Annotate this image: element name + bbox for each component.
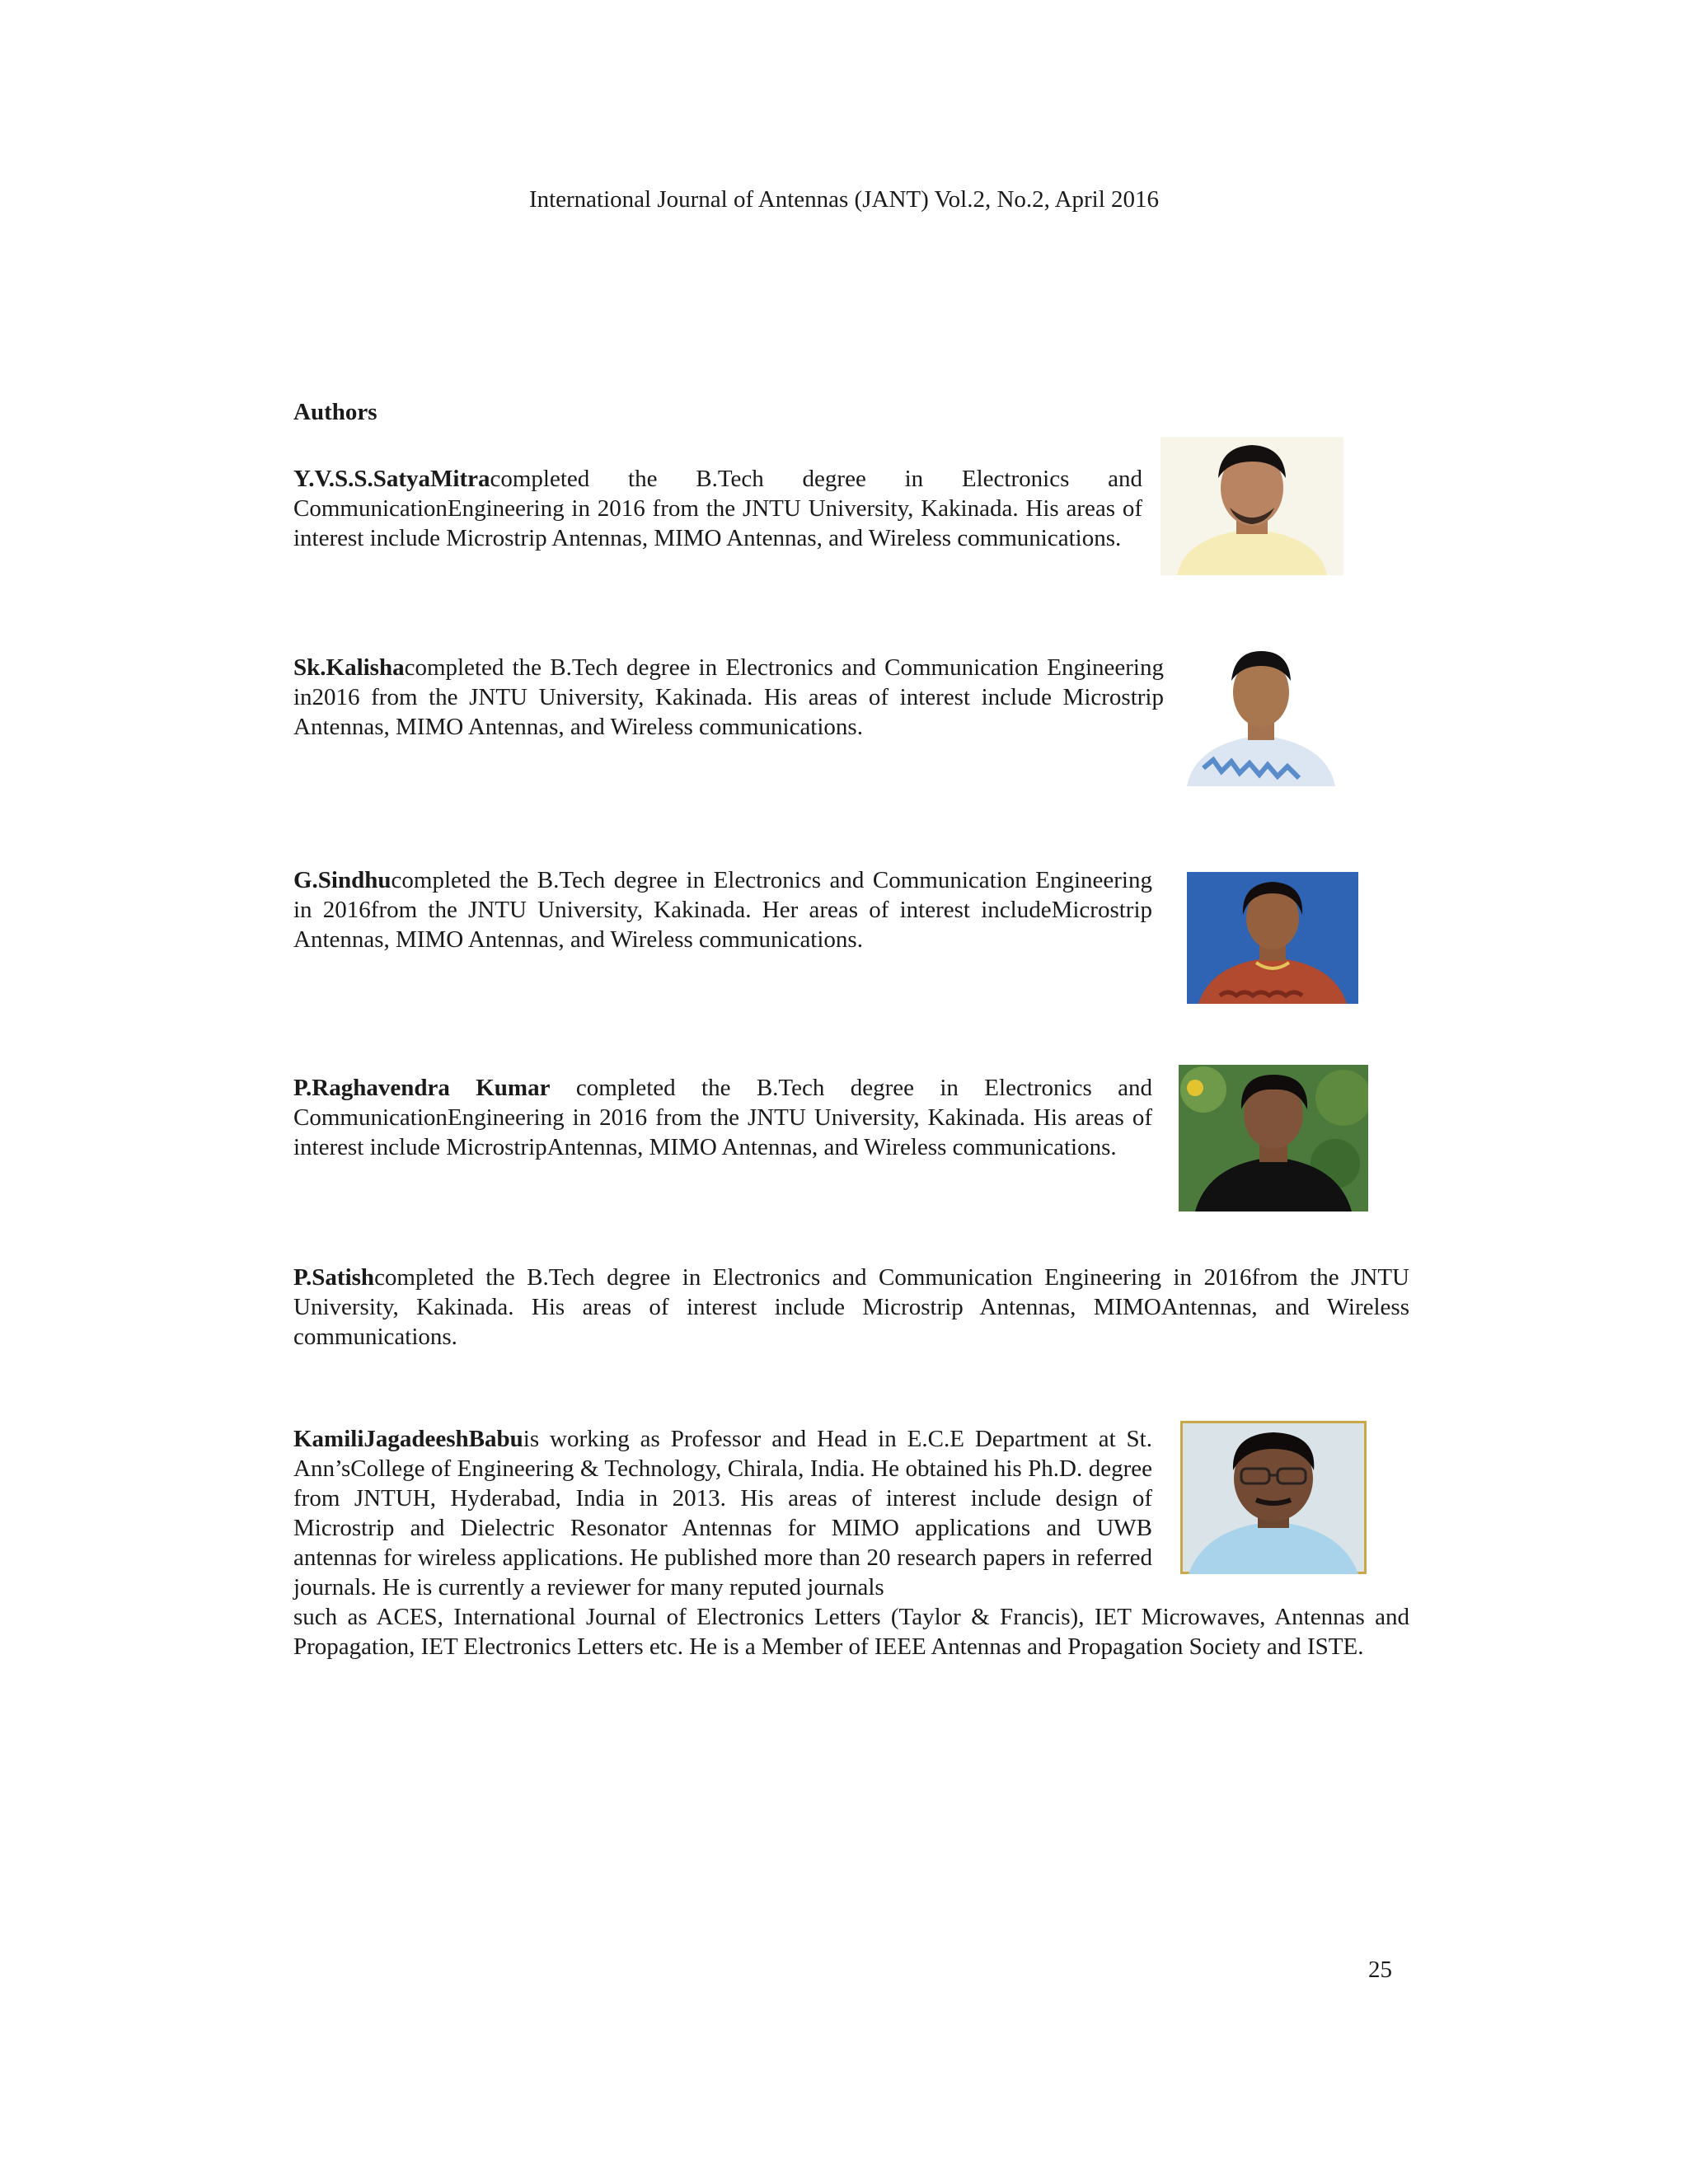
author-bio-text: completed the B.Tech degree in Electronics and CommunicationEngineering in 2016 from the JNTU University, Kakinada. His areas of interest include Microstrip Antennas, MIMO Antennas, and Wireless communications. [293, 466, 1142, 551]
page-number: 25 [1368, 1957, 1392, 1983]
author-name: G.Sindhu [293, 867, 392, 893]
author-bio-5 [293, 1263, 1409, 1352]
section-heading: Authors [293, 399, 377, 425]
author-bio-6 [293, 1424, 1152, 1602]
author-bio-text: such as ACES, International Journal of Electronics Letters (Taylor & Francis), IET Microwaves, Antennas and Propagation, IET Electronics Letters etc. He is a Member of IEEE Antennas and Propagation Society and ISTE. [293, 1604, 1409, 1660]
author-photo-2 [1179, 644, 1343, 786]
author-name: KamiliJagadeeshBabu [293, 1426, 523, 1452]
author-photo-3 [1187, 872, 1358, 1004]
author-bio-6-continued [293, 1602, 1409, 1661]
author-photo-1 [1160, 437, 1343, 575]
author-photo-4 [1179, 1065, 1368, 1212]
author-photo-6 [1180, 1421, 1367, 1574]
author-name: Sk.Kalisha [293, 654, 405, 681]
running-header: International Journal of Antennas (JANT) Vol.2, No.2, April 2016 [528, 186, 1160, 213]
author-bio-1 [293, 464, 1142, 553]
author-bio-text: completed the B.Tech degree in Electronics and CommunicationEngineering in 2016 from the JNTU University, Kakinada. His areas of interest include MicrostripAntennas, MIMO Antennas, and Wireless communications. [293, 1075, 1152, 1160]
author-bio-text: completed the B.Tech degree in Electronics and Communication Engineering in 2016from the JNTU University, Kakinada. His areas of interest include Microstrip Antennas, MIMOAntennas, and Wireless communications. [293, 1264, 1409, 1350]
author-name: P.Raghavendra Kumar [293, 1075, 551, 1101]
author-bio-3 [293, 865, 1152, 954]
author-bio-text: is working as Professor and Head in E.C.E Department at St. Ann’sCollege of Engineering & Technology, Chirala, India. He obtained his Ph.D. degree from JNTUH, Hyderabad, India in 2013. His areas of interest include design of Microstrip and Dielectric Resonator Antennas for MIMO applications and UWB antennas for wireless applications. He published more than 20 research papers in referred journals. He is currently a reviewer for many reputed journals [293, 1426, 1152, 1601]
author-name: P.Satish [293, 1264, 375, 1291]
author-bio-4 [293, 1073, 1152, 1162]
author-bio-text: completed the B.Tech degree in Electronics and Communication Engineering in2016 from the JNTU University, Kakinada. His areas of interest include Microstrip Antennas, MIMO Antennas, and Wireless communications. [293, 654, 1164, 740]
author-name: Y.V.S.S.SatyaMitra [293, 466, 490, 492]
author-bio-2 [293, 653, 1164, 742]
author-bio-text: completed the B.Tech degree in Electronics and Communication Engineering in 2016from the JNTU University, Kakinada. Her areas of interest includeMicrostrip Antennas, MIMO Antennas, and Wireless communications. [293, 867, 1152, 953]
